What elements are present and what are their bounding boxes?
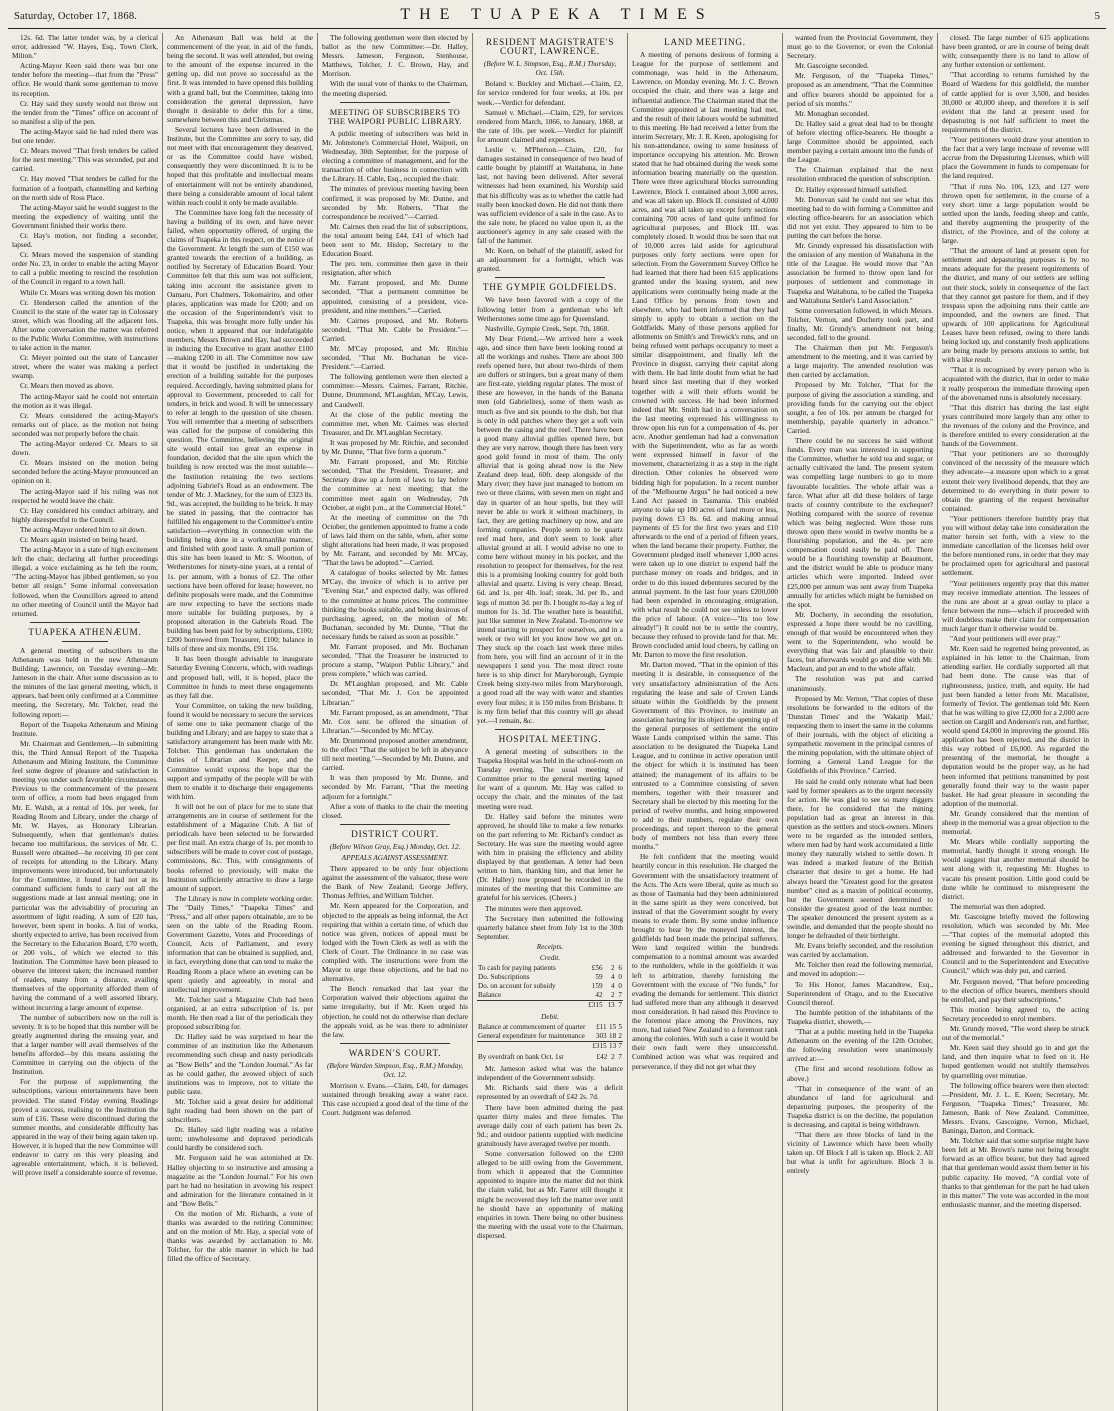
table-cell: 2 <box>618 1032 622 1041</box>
rm-court-subheading: (Before W. L. Simpson, Esq., R.M.) Thursday, Oct. 15th. <box>483 59 617 78</box>
rm-court-report <box>477 79 623 273</box>
paragraph: Cr. Mears moved the suspension of standing order No. 23, in order to enable the acting Mayor to call a public meeting to rescind the resolution of the Council in regard to a town hall. <box>12 250 158 287</box>
column-4 <box>473 33 628 1411</box>
paragraph: Proposed by Mr. Tolcher, "That for the purpose of giving the association a standing, and providing funds for the carrying out the object sought, a fee of 10s. per annum be charged for membership, payable quarterly in advance." Carried. <box>787 380 933 435</box>
table-cell: Balance <box>478 991 502 1000</box>
paragraph: The minutes were then approved. <box>485 903 583 913</box>
paragraph: Cr. Mears again insisted on being heard. <box>20 534 138 544</box>
paragraph: "That this district has during the last eight years contributed more largely than any other to the revenues of the colony and the Province, and is therefore entitled to every consideration at the hands of the Government. <box>942 402 1089 449</box>
table-cell: 15 <box>608 1023 617 1032</box>
total-row <box>477 1042 623 1052</box>
table-cell: 159 <box>591 982 603 991</box>
paragraph: On the motion of Mr. Richards, a vote of thanks was awarded to the retiring Committee; and on the motion of Mr. Hay, a special vote of thanks was awarded by acclamation to Mr. Tolcher, for the able manner in which he had filled the office of Secretary. <box>167 1209 313 1264</box>
paragraph: "That the amount of land at present open for settlement and depasturing purposes is by no means adequate for the present requirements of the district, and many of our settlers are selling out their stock, solely in consequence of the fact that they cannot get pasture for them, and if they trespass upon the adjoining runs their cattle are impounded, and the owners are fined. That upwards of 100 applications for Agricultural Leases have been refused, owing to there lands being locked up, and constantly fresh applications are being made by persons anxious to settle, but with a like result. <box>942 246 1089 365</box>
paragraph: Mr. Ferguson, of the "Tuapeka Times," proposed as an amendment, "That the Committee and office bearers should be appointed for a period of six months." <box>787 71 933 108</box>
paragraph: It will not be out of place for me to state that arrangements are in course of settlement for the establishment of a Magazine Club. A list of periodicals have been selected to be forwarded per first mail. An extra charge of 1s. per month to subscribers will be made to cover cost of postage, commissions, &c. This, with consignments of books referred to previously, will make the Institution sufficiently attractive to draw a large amount of support. <box>167 801 313 893</box>
paragraph: Proposed by Mr. Vernon, "That copies of these resolutions be forwarded to the editors of the 'Dunstan Times' and the 'Wakatip Mail,' requesting them to insert the same in the columns of their journals, with the object of eliciting a sympathetic movement in the principal centres of the mining population, with the ultimate object of forming a General Land League for the Goldfields of this Province." Carried. <box>787 693 933 776</box>
gympie-heading: THE GYMPIE GOLDFIELDS. <box>482 282 618 293</box>
paragraph: Cr. Mears considered the acting-Mayor's remarks out of place, as the motion not being seconded was not properly before the chair. <box>12 410 158 438</box>
paragraph: Boland v. Buckley and Michael.—Claim, £2, for service rendered for four weeks, at 10s. per week.—Verdict for defendant. <box>477 79 623 107</box>
table-cell: 4 <box>611 982 615 991</box>
table-cell: Balance at commencement of quarter <box>478 1023 586 1032</box>
paragraph: A general meeting of subscribers to the Tuapeka Hospital was held in the school-room on Tuesday evening. The usual meeting of Committee prior to the general meeting lapsed for want of a quorum. Mr. Hay was called to occupy the chair, and the minutes of the last meeting were read. <box>477 746 623 811</box>
paragraph: Mr. Tolcher then read the following memorial, and moved its adoption:— <box>787 960 933 979</box>
paragraph: Mr. Cairnes proposed, and Mr. Roberts seconded, "That Mr. Cable be President."—Carried. <box>322 315 468 343</box>
paragraph: Mr. Tolcher said that some surprise might have been felt at Mr. Brown's name not being brought forward as an office bearer, but they had agreed that that gentleman would assist them better in his public capacity. He moved, "A cordial vote of thanks to that gentleman for the part he had taken in this matter." The vote was accorded in the most enthusiastic manner, and the meeting dispersed. <box>942 1136 1089 1209</box>
table-cell: By overdraft on bank Oct. 1st <box>478 1053 564 1062</box>
paragraph: Samuel v. Michael.—Claim, £29, for services rendered from March, 1866, to January, 1868, at the rate of 10s. per week.—Verdict for plaintiff for amount claimed and expenses. <box>477 107 623 144</box>
paragraph: "That your petitioners are so thoroughly convinced of the necessity of the measure which they advocate—a measure upon which to a great extent their very livelihood depends, that they are determined to do everything in their power to obtain the granting of the request hereinafter contained. <box>942 449 1089 513</box>
paragraph: While Cr. Mears was writing down his motion <box>20 287 156 297</box>
paragraph: Mr. Keen appeared for the Corporation, and objected to the appeals as being informal, the Act requiring that within a certain time, of which due notice was given, notices of appeal must be lodged with the Town Clerk as well as with the Clerk of Court. The Ordinance in no case was complied with. The instructions were from the Mayor to urge these objections, and he had no alternative. <box>322 901 468 984</box>
credit-caption: Credit. <box>539 953 561 962</box>
paragraph: Mr. Gascoigne briefly moved the following resolution, which was seconded by Mr. Mee—"That copies of the memorial adopted this evening be signed throughout this district, and addressed and forwarded to the Governor in Council and to the Superintendent and Executive Council," which was duly put, and carried. <box>942 911 1089 976</box>
issue-date: Saturday, October 17, 1868. <box>14 11 138 22</box>
paragraph: Cr. Hay considered his conduct arbitrary, and highly disrespectful to the Council. <box>12 505 158 524</box>
table-cell: £56 <box>591 964 603 973</box>
land-meeting-memorial <box>942 33 1089 1209</box>
paragraph: The acting-Mayor in a state of high excitement left the chair, declaring all further proceedings illegal, a voice exclaiming as he left the room, "The acting-Mayor has jibbed gentlemen, so you better all resign." Some informal conversation followed, when the Councillors agreed to attend no other meeting of Council until the Mayor had returned. <box>12 545 158 618</box>
table-cell: £11 <box>596 1023 607 1032</box>
paragraph: Mr. Cairnes then read the list of subscriptions, the total amount being £44, £41 of which had been sent to Mr. Hislop, Secretary to the Education Board. <box>322 221 468 259</box>
paragraph: The Chairman then put Mr. Ferguson's amendment to the meeting, and it was carried by a large majority. The amended resolution was then carried by acclamation. <box>787 343 933 380</box>
paragraph: Cr. Hay moved "That tenders be called for the formation of a footpath, channelling and kerbing on the north side of Ross Place. <box>12 174 158 202</box>
paragraph: Mr. Grundy moved, "The word sheep be struck out of the memorial." <box>942 1024 1089 1043</box>
paragraph: Mr. Keen said they should go in and get the land, and then inquire what to feed on it. He hoped gentlemen would not stultify themselves by quarrelling over minutiae. <box>942 1043 1089 1080</box>
paragraph: Dr. Halley said light reading was a relative term; unwholesome and depraved periodicals could hardly be considered such. <box>167 1125 313 1153</box>
table-cell <box>477 1001 582 1011</box>
appeals-subheading: APPEALS AGAINST ASSESSMENT. <box>341 852 449 862</box>
table-row <box>477 1032 623 1042</box>
paragraph: The humble petition of the inhabitants of the Tuapeka district, showeth,— <box>787 1007 933 1026</box>
paragraph: The acting-Mayor said if his ruling was not respected he would leave the chair. <box>12 486 158 505</box>
paragraph: It was proposed by Mr. Ritchie, and seconded by Mr. Dunne, "That five form a quorum." <box>322 437 468 457</box>
table-cell: 303 <box>595 1032 607 1041</box>
paragraph: Mr. Farrant proposed, and Mr. Dunne seconded, "That a permanent committee be appointed, consisting of a president, vice-president, and nine members."—Carried. <box>322 278 468 315</box>
paragraph: Nashville, Gympie Creek, Sept. 7th, 1868. <box>485 323 610 333</box>
land-meeting-heading: LAND MEETING. <box>664 37 746 47</box>
paragraph: 12s. 6d. The latter tender was, by a clerical error, addressed "W. Hayes, Esq., Town Clerk, Milton." <box>12 33 158 61</box>
paragraph: Your Committee, on taking the new building, found it would be necessary to secure the services of some one to take permanent charge of the building and Library; and are happy to state that a satisfactory arrangement has been made with Mr. Tolcher. This gentleman has undertaken the duties of Librarian and Keeper, and the Committee would express the hope that the support and sympathy of the people will be with them to enable it to discharge their engagements with him. <box>167 700 313 801</box>
paragraph: For the purpose of supplementing the subscriptions, various entertainments have been provided. The stated Friday evening Readings proved a success, realising to the Institution the sum of £16. These were discontinued during the summer months, and considerable difficulty has appeared in the way of their being again taken up. However, it is hoped that the new Committee will endeavor to carry on this very pleasing and agreeable entertainment, which, it is believed, will prove itself a considerable source of revenue. <box>12 1077 158 1178</box>
divider <box>30 622 140 623</box>
paragraph: Acting-Mayor Keen said there was but one tender before the meeting—that from the "Press" office. He would thank some gentleman to move its reception. <box>12 61 158 98</box>
table-cell: Do. on account for subsidy <box>478 982 556 991</box>
paragraph: After a vote of thanks to the chair the meeting closed. <box>322 801 468 820</box>
paragraph: Mr. Docherty, in seconding the resolution, expressed a hope there would be no cavilling, enough of that would be encountered when they went to the Superintendent, who would be everything that was fair and plausible to their faces, but afterwards would go and dine with Mr. Maclean, and put an end to the whole affair. <box>787 609 933 674</box>
balance-sheet-caption: Receipts. <box>536 941 564 951</box>
total-row <box>477 1001 623 1011</box>
paragraph: An Athenæum Ball was held at the commencement of the year, in aid of the funds, being the second. It was well attended, but owing to the amount of the expense incurred in the getting up, did not prove so successful as the first. It was intended to have opened this building with a grand ball, but the Committee, taking into consideration the general depression, have thought it desirable to defer this for a time, somewhere between this and Christmas. <box>167 33 313 124</box>
paragraph: This motion being agreed to, the acting Secretary proceeded to enrol members. <box>942 1004 1089 1023</box>
paragraph: At the close of the public meeting the committee met, when Mr. Cairnes was elected Treasurer, and Dr. M'Laughlan Secretary. <box>322 409 468 437</box>
table-cell: 2 <box>611 1053 615 1062</box>
column-1 <box>8 33 163 1411</box>
paragraph: "That at a public meeting held in the Tuapeka Athenæum on the evening of the 12th October, the following resolution were unanimously arrived at:— <box>787 1027 933 1064</box>
table-cell: 5 <box>618 1023 622 1032</box>
paragraph: Mr. Jameson asked what was the balance independent of the Government subsidy. <box>477 1064 623 1083</box>
paragraph: Cr. Henderson called the attention of the Council to the state of the water tap in Colossary street, which was flooding all the adjacent lots. After some conversation the matter was referred to the Public Works Committee, with instructions to take action in the matter. <box>12 297 158 353</box>
paragraph: There have been admitted during the past quarter thirty males and three females. The average daily cost of each patient has been 2s. 9d.; and outdoor patients supplied with medicine gratuitously have averaged twelve per month. <box>477 1102 623 1148</box>
table-cell: 7 <box>618 1042 622 1051</box>
paragraph: Mr. Farrant proposed, and Mr. Buchanan seconded, "That the Treasurer be instructed to procure a stamp, "Waipori Public Library," and press complete," which was carried. <box>322 642 468 679</box>
paragraph: The Secretary then submitted the following quarterly balance sheet from July 1st to the 30th September. <box>477 913 623 941</box>
paragraph: Morrison v. Evans.—Claim, £40, for damages sustained through breaking away a water race. This case occupied a good deal of the time of the Court. Judgment was deferred. <box>322 1081 468 1118</box>
paragraph: "Your petitioners urgently pray that this matter may receive immediate attention. The lessees of the runs are about at a great outlay to place a fence between the runs—which if proceeded with will doubtless make their claim for compensation much larger than it otherwise would be. <box>942 578 1089 633</box>
table-row <box>477 982 623 991</box>
paragraph: Cr. Meyer pointed out the state of Lancaster street, where the water was making a perfect swamp. <box>12 353 158 381</box>
table-cell: 2 <box>611 964 615 973</box>
rm-court-heading: RESIDENT MAGISTRATE'S COURT, LAWRENCE. <box>485 37 615 57</box>
paragraph: The following office bearers were then elected:—President, Mr. J. L. E. Keen; Secretary, Mr. Ferguson, "Tuapeka Times;" Treasurer, Mr. Jameson, Bank of New Zealand. Committee, Messrs. Evans, Gascoigne, Vernon, Michael, Baninga, Darton, and Cormack. <box>942 1080 1089 1136</box>
table-cell: 59 <box>595 973 603 982</box>
paragraph: "That it is recognised by every person who is acquainted with the district, that in order to make it really prosperous the immediate throwing open of the abovenamed runs is absolutely necessary. <box>942 365 1089 402</box>
paragraph: The minutes of previous meeting having been confirmed, it was proposed by Mr. Dunne, and seconded by Mr. Roberts, "That the correspondence be received."—Carried. <box>322 184 468 221</box>
column-7 <box>938 33 1093 1411</box>
table-row <box>477 991 623 1001</box>
paragraph: My Dear Friend,—We arrived here a week ago, and since then have been looking round at all the workings and rushes. There are about 300 reefs opened here, but about two-thirds of them are duffers or stringers, but a great many of them are first-rate, yielding regular plates. The most of these are however, in the hands of the Banana men (old Gabrielites), some of them wash as much as five and six pounds to the dish, but that is only in odd patches where they get a soft vein between the casing and the reef. There have been a good many alluvial gullies opened here, but they are very narrow, though there has been very good gold found in most of them. The only alluvial that is going ahead now is the New Zealand deep lead, 60ft. deep alongside of the Mary river; they have just managed to bottom on two or three claims, with seven men on night and day in quarter of an hour spells, but they will never be able to work it without machinery, in fact, they are getting machinery up now, and are forming companies. People seem to be quartz reef mad here, and don't seem to look after alluvial ground at all. I would advise no one to come here without money in his pocket, and the resolution to prospect for themselves, for the rest this is a promising looking country for gold both alluvial and quartz. Living is very cheap. Bread, 6d. and 1s. per 4lb. loaf; steak, 3d. per lb., and legs of mutton 3d. per lb. I bought to-day a leg of mutton for 1s. 3d. The weather here is beautiful, just like summer in New Zealand. To-morrow we intend starting to prospect for ourselves, and in a week or two will let you know how we get on. They stuck up the coach last week three miles from here, you will find an account of it in the newspapers I send you. The most direct route here is to ship direct for Maryborough, Gympie Creek being sixty-two miles from Maryborough, a good road all the way with water and shanties every four miles; it is 150 miles from Brisbane. It is my firm belief that this country will go ahead yet.—I remain, &c. <box>477 333 623 725</box>
paragraph: A catalogue of books selected by Mr. James M'Cay, the invoice of which is to arrive per "Evening Star," and expected daily, was offered to the committee at home prices. The committee thinking the books suitable, and being desirous of purchasing, agreed, on the motion of Mr. Buchanan, seconded by Mr. Dunne, "That the necessary funds be raised as soon as possible." <box>322 568 468 641</box>
table-cell: £315 <box>592 1042 607 1051</box>
paragraph: At the meeting of committee on the 7th October, the gentlemen appointed to frame a code of laws laid them on the table, when, after some slight alterations had been made, it was proposed by Mr. Farrant, and seconded by Mr. M'Cay, "That the laws be adopted."—Carried. <box>322 512 468 568</box>
column-2 <box>163 33 318 1411</box>
paragraph: "That if runs No. 106, 123, and 127 were thrown open for settlement, in the course of a very short time a large population would be settled upon the lands, feeding sheep and cattle, and thereby augmenting the prosperity of the district, of the Province, and of the colony at large. <box>942 181 1089 246</box>
paragraph: With the usual vote of thanks to the Chairman, the meeting dispersed. <box>322 79 468 98</box>
wardens-court-heading: WARDEN'S COURT. <box>348 1047 442 1058</box>
paragraph: closed. The large number of 615 applications have been granted, or are in course of being dealt with; consequently there is no land to allow of any further extension or settlement. <box>942 33 1089 70</box>
divider <box>495 277 605 278</box>
paragraph: The memorial was then adopted. <box>950 901 1046 911</box>
paragraph: Mr. Darton moved, "That in the opinion of this meeting it is desirable, in consequence of the very unsatisfactory administration of the Acts regulating the lease and sale of Crown Lands situate within the Goldfields by the present Government of this Province, to institute an association having for its object the opening up of the general purposes of settlement the entire Waste Lands comprised within the same. This association to be designated the Tuapeka Land League, and to continue in active operation until the object for which it is instituted has been attained; the management of its affairs to be entrusted to a Committee consisting of seven members, together with their treasurer and Secretary shall be elected by this meeting for the period of twelve months, and being empowered to add to their numbers, regulate their own proceedings, and report thereon to the general body of members not less than every three months." <box>632 660 778 852</box>
paragraph: A general meeting of subscribers to the Athenæum was held in the new Athenæum Building, Lawrence, on Tuesday evening—Mr. Jameson in the chair. After some discussion as to the minutes of the last general meeting, which, it appears, had been only confirmed at a Committee meeting, the Secretary, Mr. Tolcher, read the following report:— <box>12 645 158 719</box>
paragraph: Cr. Mears insisted on the motion being seconded before the acting-Mayor pronounced an opinion on it. <box>12 458 158 486</box>
paragraph: There appeared to be only four objections against the assessment of the valuator, these were the Bank of New Zealand, George Jeffery, Thomas Jeffries, and William Tolcher. <box>322 864 468 901</box>
gympie-letter <box>477 295 623 724</box>
athenaeum-report-continued <box>167 33 313 1264</box>
land-meeting-continued <box>787 33 933 1176</box>
paragraph: Mr. Ferguson said he was astonished at Dr. Halley objecting to so instructive and amusing a magazine as the "London Journal." For his own part he had no hesitation in avowing his respect and admiration for the literature contained in it and "Bow Bells." <box>167 1153 313 1208</box>
waipori-library-heading: MEETING OF SUBSCRIBERS TO THE WAIPORI PUBLIC LIBRARY. <box>327 107 463 126</box>
paragraph: Mr. Drummond proposed another amendment, to the effect "That the subject be left in abeyance till next meeting."—Seconded by Mr. Dunne, and carried. <box>322 735 468 773</box>
paragraph: The Committee have long felt the necessity of having a building of its own, and have never failed, when opportunity offered, of urging the claims of Tuapeka in this respect, on the notice of the Government. At length the sum of £150 was granted towards the erection of a building, as notified by Secretary of Education Board. Your Committee felt that this sum was not sufficient, taking into account the assistance given to Oamaru, Port Chalmers, Tokomairiro, and other places, application was made for £200; and on the occasion of the Superintendent's visit to Tuapeka, this was brought more fully under his notice, when it appeared that our indefatigable members, Messrs Brown and Hay, had succeeded in inducing the Executive to grant another £100—making £200 in all. The Committee now saw that it would be justified in undertaking the erection of a building suitable for the purposes required. Accordingly, having submitted plans for approval to Government, proceeded to call for tenders, in brick and wood. It will be unnecessary to refer at length to the question of site chosen. You will remember that a meeting of subscribers was called for the purpose of considering this question. The Committee, believing the original site would entail too great an expense in foundation, decided that the site upon which the building is now erected was the most suitable—the Institution retaining the two sections adjoining Gabriel's Road as an endowment. The tender of Mr. J. Mackney, for the sum of £323 8s. 9d., was accepted, the building to be brick. It may be stated in passing, that the contractor has fulfilled his engagement to the Committee's entire satisfaction—everything in connection with the building being done in a workmanlike manner, and finished with good taste. A small portion of this site has been leased to Mr. S. Wootton, of Wetherstones for ninety-nine years, at a rental of 1s. per annum, with a bonus of £2. The other sections have been offered for lease; however, no definite proposals were made, and the Committee are now expecting to have the sections made more suitable for building purposes, by a proposed alteration in the Gabriels Road. The building has been paid for by subscriptions, £100; £200 borrowed from Treasurer, £100; balance in bills of three and six months, £91 15s. <box>167 207 313 654</box>
paragraph: Mr. Grundy expressed his dissatisfaction with the omission of any mention of Waitahuna in the title of the League. He would move that "An association be formed to throw open land for purposes of settlement and commonage in Tuapeka and Waitahuna, to be called the Tuapeka and Waitahuna Settler's Land Association." <box>787 241 933 305</box>
divider <box>340 824 450 825</box>
table-cell: 7 <box>618 991 622 1000</box>
table-cell: 0 <box>618 982 622 991</box>
newspaper-title: THE TUAPEKA TIMES <box>400 6 714 23</box>
hospital-discussion <box>477 1064 623 1240</box>
paragraph: A public meeting of subscribers was held in Mr. Johnstone's Commercial Hotel, Waipori, on Wednesday, 30th September, for the purpose of electing a committee of management, and for the transaction of other business in connection with the Library. H. Cable, Esq., occupied the chair. <box>322 128 468 184</box>
table-cell: 13 <box>604 1001 616 1011</box>
paragraph: Mr. Farrant proposed, and Mr. Ritchie seconded, "That the President, Treasurer, and Secretary draw up a form of laws to lay before the committee at next meeting; that the committee meet again on Wednesday, 7th October, at eight p.m., at the Commercial Hotel." <box>322 457 468 512</box>
paragraph: The acting-Mayor said he could not entertain the motion as it was illegal. <box>12 391 158 410</box>
paragraph: Mr. Chairman and Gentlemen,—In submitting this, the Third Annual Report of the Tuapeka Athenæum and Mining Institute, the Committee feel some degree of pleasure and satisfaction in meeting you under such favorable circumstances. Previous to the commencement of the present term of office, a room had been engaged from Mr. E. Walsh, at a rental of 10s. per week, for Reading Room and Library, under the charge of Mr. W. Hayes, as Honorary Librarian. Subsequently, when that gentleman's duties became too multifarious, the services of Mr. C. Russell were obtained—he receiving 10 per cent of receipts for attending to the Library. Many improvements were introduced, but unfortunately for the Committee, it found it had not at its command sufficient funds to carry out all the suggestions made at last annual meeting; one in particular was the advisability of procuring an assortment of light reading. A sum of £20 has, however, been spent in books. A list of works, shortly expected to arrive, has been received from the Secretary to the Education Board, £70 worth, or 200 vols., of which we elected to this Institution. The Committee have been pleased to observe the interest taken; the increased number of readers, many from a distance, availing themselves of the opportunity afforded them of having the command of a well assorted library, without incurring a large amount of expense. <box>12 738 158 1012</box>
wardens-court-report <box>322 1081 468 1117</box>
column-3 <box>318 33 473 1411</box>
district-court-heading: DISTRICT COURT. <box>351 828 439 839</box>
paragraph: Mr. Evans briefly seconded, and the resolution was carried by acclamation. <box>787 941 933 960</box>
table-cell: 18 <box>608 1032 617 1041</box>
paragraph: "That according to returns furnished by the Board of Wardens for this goldfield, the number of cattle applied for is over 3,500, and besides 30,000 or 40,000 sheep, and therefore it is self evident that the land at present used for depasturing is not half sufficient to meet the requirements of the district. <box>942 70 1089 134</box>
paragraph: Mr. Monaghan seconded. <box>795 108 870 118</box>
paragraph: The Library is now in complete working order. The "Daily Times," "Tuapeka Times" and "Press," and all other papers obtainable, are to be seen on the table of the Reading Room. Government Gazette, Votes and Proceedings of Council, Acts of Parliament, and every information that can be obtained is supplied, and, in fact, everything done that can tend to make the Reading Room a place where an evening can be spent quietly and agreeably, in moral and intellectual improvement. <box>167 893 313 994</box>
paragraph: Mr. Farrant proposed, as an amendment, "That Mr. Cox senr. be offered the situation of Librarian."—Seconded by Mr. M'Cay. <box>322 707 468 735</box>
table-cell <box>477 1042 591 1052</box>
paragraph: "That in consequence of the want of an abundance of land for agricultural and depasturing purposes, the prosperity of the Tuapeka district is on the decline, the population is decreasing, and capital is being withdrawn. <box>787 1083 933 1129</box>
table-cell: 4 <box>611 973 615 982</box>
paragraph: Cr. Mears moved "That fresh tenders be called for the next meeting." This was seconded, put and carried. <box>12 146 158 174</box>
paragraph: Mr. Gascoigne seconded. <box>795 61 869 71</box>
paragraph: He felt confident that the meeting would heartily concur in this resolution. He charged the Government with the unsatisfactory treatment of the Acts. The Acts were liberal, quite as much so as those of Tasmania had they been administered in the same spirit as they were conceived, but instead of that the Government sought by every means to evade them. By some undue influence brought to bear by the moneyed interest, the goldfields had been made the principal sufferers. Were land required within the hundreds compensation to a nominal amount was awarded to the runholders, while in the goldfields it was left to arbitration, thereby furnishing the Government with the excuse of "No funds," for evading the demands for settlement. This district had suffered more than any although it deserved most consideration. It had raised this Province to the foremost place among the Provinces, nay more, had raised New Zealand to a foremost rank among the colonies. With such a case it would be their own fault were they unsuccessful. Combined action was what was required and perseverance, if they did not get what they <box>632 852 778 1071</box>
paragraph: Some conversation followed on the £200 alleged to be still owing from the Government, from which it appeared that the Committee appointed to inquire into the matter did not think the claim valid, but as Mr. Farrer still thought it might be recovered they left the matter over until he should have an opportunity of making enquiries in town. There being no other business the meeting with the usual vote to the Chairman, dispersed. <box>477 1149 623 1240</box>
paragraph: Dr. Halley said he was surprised to hear the committee of an institution like the Athenæum recommending such cheap and nasty periodicals as "Bow Bells" and the "London Journal." As far as he could gather, the avowed object of such institutions was to improve, not to vitiate the public taste. <box>167 1032 313 1096</box>
column-5 <box>628 33 783 1411</box>
paragraph: Mr. Keen said he regretted being prevented, as explained in his letter to the Chairman, from attending earlier. He cordially supported all that had been done. The cause was that of righteousness, justice, truth, and equity. He had just been handed a letter from Mr. Macalister, formerly of Teviot. The gentleman told Mr. Keen that he was willing to give £2,000 for a 2,000 acre section on Cargill and Anderson's run, and further, would spend £4,000 in improving the ground. His application has been rejected, and the district in this way robbed of £6,000. As regarded the presenting of the memorial, he thought a deputation would be the proper way, as he had been informed that petitions transmitted by post generally found their way to the waste paper basket. He had great pleasure in seconding the adoption of the memorial. <box>942 644 1089 808</box>
table-cell: Do. Subscriptions <box>478 973 530 982</box>
paragraph: Cr. Hay's motion, not finding a seconder, lapsed. <box>12 230 158 250</box>
paragraph: Mr. Grundy considered that the mention of sheep in the memorial was a great objection to the memorial. <box>942 808 1089 837</box>
table-cell: £315 <box>582 1001 604 1011</box>
athenaeum-report <box>12 646 158 1177</box>
paragraph: (The first and second resolutions follow as above.) <box>787 1064 933 1083</box>
paragraph: A meeting of persons desirous of forming a League for the purpose of settlement and commonage, was held in the Athenæum, Lawrence, on Monday evening. Mr. J. C. Brown occupied the chair, and there was a large and influential audience. The Chairman stated that the Committee appointed at last meeting had met, and the result of their labours would be submitted to this meeting. He had received a letter from the interim Secretary, Mr. J. R. Keen, apologising for his non-attendance, owing to some business of importance occupying his attention. Mr. Brown stated that he had obtained during the week some information bearing materially on the question. There were three agricultural blocks surrounding Lawrence, Block I. contained about 3,000 acres, and was all taken up. Block II. consisted of 4,000 acres, and was all taken up except forty sections containing 700 acres of land quite unfitted for agricultural purposes, and Block III. was completely closed. It would thus be seen that out of 10,000 acres laid aside for agricultural purposes only forty sections were open for selection. From the Government Survey Office he had learned that there had been 615 applications granted under the leasing system, and new applications were continually being made at the Land Office by persons from town and elsewhere, who had been informed that they had simply to apply to obtain a section on the Goldfields. Many of those persons applied for allotments on Smith's and Trewick's runs, and on being refused went perhaps occupancy to meet a similar disappointment, and finally left the Province in disgust, carrying their capital along with them. He had little doubt from what he had heard since last meeting that if they worked together with a will their efforts would be crowned with success. He had been informed indeed that Mr. Smith had in a conversation on the last meeting expressed his willingness to throw open his run for a compensation of 4s. per acre. Another gentleman had had a conversation with the Superintendent, who as far as words went expressed himself in favor of the movement, characterizing it as a step in the right direction. Other colonies he observed were bidding high for population. In a recent number of the "Melbourne Argus" he had noticed a new Land Act passed in Tasmania. This enabled anyone to take up 100 acres of land more or less, paying down £3 8s. 6d. and making annual payments of £5 for the first two years and £10 afterwards to the end of a period of fifteen years, when the land became their property. Further, the Government pledged itself whenever 1,000 acres were taken up in one district to expend half the purchase money on roads and bridges, and in order to do this issued debentures secured by the annual payment. In the last four years £200,000 had been expended in encouraging emigration, with what result he could not see unless to lower the price of labour. (A voice—"Its too low already!") It could not be to settle the country, because they refused to provide land for that. Mr. Brown concluded amid loud cheers, by calling on Mr. Darton to move the first resolution. <box>632 50 778 660</box>
paragraph: Mr. Tolcher said a great desire for additional light reading had been shown on the part of subscribers. <box>167 1096 313 1125</box>
table-cell: 7 <box>618 1053 622 1062</box>
district-court-subheading: (Before Wilson Gray, Esq.) Monday, Oct. 12. <box>329 841 461 851</box>
table-cell: 2 <box>611 991 615 1000</box>
paragraph: It has been thought advisable to inaugurate Saturday Evening Concerts, which, with readings and proposed ball, will, it is hoped, place the Committee in funds to meet these engagements as they fall due. <box>167 654 313 700</box>
council-report <box>12 33 158 618</box>
paragraph: We have been favored with a copy of the following letter from a gentleman who left Wetherstones some time ago for Queensland. <box>477 295 623 323</box>
hospital-heading: HOSPITAL MEETING. <box>498 733 602 744</box>
paragraph: "Your petitioners would draw your attention to the fact that a very large increase of revenue will accrue from the Depasturing Licenses, which will place the Government in funds to compensate for the land required. <box>942 135 1089 181</box>
paragraph: The Chairman explained that the next resolution embraced the question of subscription. <box>787 165 933 184</box>
column-6 <box>783 33 938 1411</box>
paragraph: The acting-Mayor said he would suggest to the meeting the expediency of waiting until the Government finished their works there. <box>12 202 158 230</box>
paragraph: He said he could only reiterate what had been said by former speakers as to the urgent necessity for action. He was glad to see so many diggers there, for he considered that the mining population had as great an interest in this question as the settlers and stock-owners. Miners were to be regarded as the intended settlers, where men had by hard work accumulated a little money they naturally wished to settle down. It was indeed a marked feature of the British character that desire to get a home. He had always heard the "Greatest good for the greatest number" cited as a maxim of political economy, but the Government seemed determined to consider the greatest good of the least number. The speaker denounced the present system as a swindle, and demanded that the people should no longer be defrauded of their birthright. <box>787 776 933 941</box>
paragraph: Several lectures have been delivered in the Institute, but the Committee are sorry to say, did not meet with that encouragement they deserved, or as the Committee could have wished, consequently they were discontinued. It is to be hoped that this profitable and intellectual means of entertainment will not be entirely abandoned, there being a considerable amount of local talent within reach could it only be made available. <box>167 124 313 207</box>
divider <box>340 1043 450 1044</box>
masthead <box>8 6 1106 29</box>
hospital-report <box>477 747 623 941</box>
paragraph: Dr. Halley expressed himself satisfied. <box>795 184 908 194</box>
table-cell: 7 <box>616 1001 623 1011</box>
waipori-library-report <box>322 129 468 820</box>
overdraft-table <box>477 1053 623 1062</box>
paragraph: The acting-Mayor ordered him to sit down. <box>20 524 147 534</box>
table-cell: To cash for paying patients <box>478 964 556 973</box>
paragraph: "That there are three blocks of land in the vicinity of Lawrence which have been wholly taken up. Of Block I all is taken up. Block 2. All but what is unfit for agriculture. Block 3 is entirely <box>787 1130 933 1176</box>
paragraph: The resolution was put and carried unanimously. <box>787 674 933 693</box>
table-cell: General expenditure for maintenance <box>478 1032 585 1041</box>
table-row <box>477 973 623 982</box>
debit-caption: Debit. <box>540 1012 560 1022</box>
paragraph: Leslie v. M'Pherson.—Claim, £20, for damages sustained in consequence of two head of cattle bought by plaintiff at Waitahuna, in June last, not having been delivered. After several witnesses had been examined, his Worship said that his difficulty was as to whether the cattle had really been knocked down. He did not think there was sufficient evidence of a sale in the case. As to the sale note, he placed no value upon it, as the auctioneer's agency in any sale ceased with the fall of the hammer. <box>477 145 623 245</box>
paragraph: Dr. M'Laughlan proposed, and Mr. Cable seconded, "That Mr. J. Cox be appointed Librarian." <box>322 679 468 707</box>
paragraph: "Your petitioners therefore humbly pray that you will without delay take into consideration the matter herein set forth, with a view to the immediate cancellation of the licenses held over the before mentioned runs, in order that they may be proclaimed open for agricultural and pastoral settlement. <box>942 513 1089 578</box>
paragraph: Mr. Ferguson moved, "That before proceeding to the election of office bearers, members should be enrolled, and pay their subscriptions." <box>942 976 1089 1004</box>
table-row <box>477 1023 623 1032</box>
wardens-court-subheading: (Before Warden Simpson, Esq., R.M.) Monday, Oct. 12. <box>327 1060 463 1080</box>
paragraph: Some conversation followed, in which Messrs. Tolcher, Vernon, and Docherty took part, and finally, Mr. Grundy's amendment not being seconded, fell to the ground. <box>787 305 933 342</box>
table-cell: 13 <box>608 1042 617 1051</box>
table-cell: 42 <box>595 991 603 1000</box>
paragraph: "And your petitioners will ever pray." <box>950 634 1061 644</box>
paragraph: wanted from the Provincial Government, they must go to the Governor, or even the Colonial Secretary. <box>787 33 933 61</box>
paragraph: Mr. M'Cay proposed, and Mr. Ritchie seconded, "That Mr. Buchanan be vice-President."—Carried. <box>322 344 468 372</box>
columns <box>8 33 1106 1411</box>
table-cell: 0 <box>618 973 622 982</box>
divider <box>495 729 605 730</box>
paragraph: Dr. Halley said before the minutes were approved, he should like to make a few remarks on the part referring to Mr. Richard's conduct as Secretary. He was sure the meeting would agree with him in praising the efficiency and ability displayed by that gentleman. A letter had been written to him, thanking him, and that letter he (Dr. Halley) now proposed be recorded in the minutes of the meeting that this Committee are grateful for his services. (Cheers.) <box>477 811 623 903</box>
table-row <box>477 1053 623 1062</box>
paragraph: Mr. Mears while cordially supporting the memorial, hardly thought it strong enough. He would suggest that another memorial should be sent along with it, requesting Mr. Hughes to vacate his present position. Little good could be done while he continued to misrepresent the district. <box>942 837 1089 901</box>
paragraph: The following gentlemen were then elected a committee:—Messrs. Cairnes, Farrant, Ritchie, Dunne, Drummond, M'Laughlan, M'Cay, Lewis, and Caudwell. <box>322 372 468 409</box>
table-cell: £42 <box>596 1053 608 1062</box>
paragraph: Mr. Donovan said he could not see what this meeting had to do with forming a Committee and electing office-bearers for an association which did not yet exist. They appeared to him to be putting the cart before the horse. <box>787 194 933 240</box>
paragraph: It was then proposed by Mr. Dunne, and seconded by Mr. Farrant, "That the meeting adjourn for a fortnight." <box>322 773 468 801</box>
paragraph: The following gentlemen were then elected by ballot as the new Committee:—Dr. Halley, Messrs. Jameson, Ferguson, Stenhouse, Matthews, Tolcher, J. C. Brown, Hay, and Morrison. <box>322 33 468 79</box>
divider <box>62 641 108 642</box>
athenaeum-heading: TUAPEKA ATHENÆUM. <box>28 626 142 637</box>
credit-table <box>477 964 623 1010</box>
debit-table <box>477 1023 623 1051</box>
paragraph: The Bench remarked that last year the Corporation waived their objections against the same irregularity, but if Mr. Keen urged his objection, he could not do otherwise than declare the appeals void, as he was there to administer the law. <box>322 984 468 1039</box>
paragraph: Mr. Keen, on behalf of the plaintiff, asked for an adjournment for a fortnight, which was granted. <box>477 246 623 274</box>
paragraph: The pro. tem. committee then gave in their resignation, after which <box>322 259 468 278</box>
table-cell: 6 <box>618 964 622 973</box>
land-meeting-report <box>632 50 778 1071</box>
district-court-report <box>322 864 468 1039</box>
paragraph: There could be no success he said without funds. Every man was interested in supporting the Committee, whether he sold tea and sugar, or actually cultivated the land. The present system was compelling large numbers to go to more favourable localities. The whole affair was a farce. What after all did these holders of large tracts of country contribute to the exchequer? Nothing compared with the source of revenue which was being neglected. Were those runs thrown open there would in twelve months be a flourishing population, and the 4s. per acre compensation could easily be paid off. There would be a flourishing township at Beaumont, and the district would be able to produce many articles which were imported. Indeed over £25,000 per annum was sent away from Tuapeka annually for articles which might be furnished on the spot. <box>787 436 933 609</box>
paragraph: The acting-Mayor ordered Cr. Mears to sit down. <box>12 439 158 458</box>
divider <box>340 102 450 103</box>
paragraph: Mr. Richards said there was a deficit represented by an overdraft of £42 2s. 7d. <box>477 1083 623 1102</box>
paragraph: Dr. Halley said a great deal had to be thought of before electing office-bearers. He thought a large Committee should be appointed, each member paying a certain amount into the funds of the League. <box>787 118 933 165</box>
paragraph: Cr. Hay said they surely would not throw out the tender from the "Times" office on account of so manifest a slip of the pen. <box>12 98 158 126</box>
page-number: 5 <box>1094 10 1100 22</box>
paragraph: To His Honor, James Macandrew, Esq., Superintendent of Otago, and to the Executive Council thereof. <box>787 979 933 1007</box>
paragraph: Report of the Tuapeka Athenæum and Mining Institute. <box>12 719 158 738</box>
athenaeum-election <box>322 33 468 98</box>
table-row <box>477 964 623 973</box>
paragraph: Mr. Tolcher said a Magazine Club had been organised, at an extra subscription of 1s. per month. He then read a list of the periodicals they proposed subscribing for. <box>167 994 313 1032</box>
paragraph: Cr. Mears then moved as above. <box>20 381 114 391</box>
paragraph: The acting-Mayor said he had ruled there was but one tender. <box>12 126 158 146</box>
paragraph: The number of subscribers now on the roll is seventy. It is to be hoped that this number will be greatly augmented during the ensuing year, and that a larger number will avail themselves of the benefits afforded—by this means assisting the Committee in carrying out the objects of the Institution. <box>12 1012 158 1077</box>
